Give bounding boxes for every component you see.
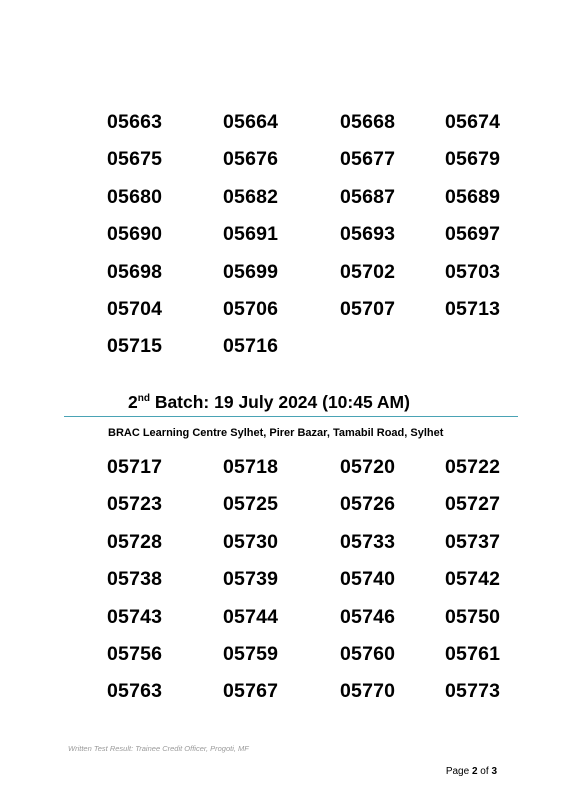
roll-number-row bbox=[0, 185, 566, 222]
roll-number: 05689 bbox=[445, 185, 501, 208]
batch-ordinal: 2 bbox=[128, 392, 138, 412]
roll-number: 05680 bbox=[107, 185, 163, 208]
roll-number-row bbox=[0, 530, 566, 567]
footer-note: Written Test Result: Trainee Credit Officer, Progoti, MF bbox=[68, 744, 249, 753]
roll-number-row bbox=[0, 492, 566, 529]
roll-number: 05739 bbox=[223, 568, 279, 591]
roll-number: 05770 bbox=[340, 680, 396, 703]
roll-number-row bbox=[0, 260, 566, 297]
roll-number: 05697 bbox=[445, 223, 501, 246]
roll-number: 05704 bbox=[107, 297, 163, 320]
roll-number-row bbox=[0, 567, 566, 604]
roll-number: 05682 bbox=[223, 185, 279, 208]
batch-venue: BRAC Learning Centre Sylhet, Pirer Bazar, Tamabil Road, Sylhet bbox=[108, 427, 444, 439]
batch-title: Batch: 19 July 2024 (10:45 AM) bbox=[149, 392, 410, 412]
roll-number: 05699 bbox=[223, 260, 279, 283]
roll-number: 05740 bbox=[340, 568, 396, 591]
roll-number: 05738 bbox=[107, 568, 163, 591]
roll-number: 05756 bbox=[107, 642, 163, 665]
roll-number: 05761 bbox=[445, 642, 501, 665]
roll-number-row bbox=[0, 297, 566, 334]
roll-number: 05737 bbox=[445, 530, 501, 553]
roll-number: 05726 bbox=[340, 493, 396, 516]
roll-number: 05730 bbox=[223, 530, 279, 553]
roll-number: 05691 bbox=[223, 223, 279, 246]
roll-number: 05759 bbox=[223, 642, 279, 665]
roll-number-row bbox=[0, 110, 566, 147]
page-current: 2 bbox=[471, 766, 478, 777]
roll-number: 05707 bbox=[340, 297, 396, 320]
roll-number-grid-batch-1 bbox=[0, 110, 566, 372]
roll-number: 05744 bbox=[223, 605, 279, 628]
roll-number: 05679 bbox=[445, 148, 501, 171]
roll-number: 05746 bbox=[340, 605, 396, 628]
batch-ordinal-suffix: nd bbox=[137, 393, 150, 404]
roll-number: 05675 bbox=[107, 148, 163, 171]
roll-number: 05668 bbox=[340, 111, 396, 133]
roll-number: 05773 bbox=[445, 680, 501, 703]
roll-number: 05742 bbox=[445, 568, 501, 591]
roll-number: 05690 bbox=[107, 223, 163, 246]
roll-number: 05706 bbox=[223, 297, 279, 320]
roll-number: 05717 bbox=[107, 456, 163, 478]
roll-number-row bbox=[0, 334, 566, 371]
roll-number: 05767 bbox=[223, 680, 279, 703]
page-total: 3 bbox=[491, 766, 497, 777]
roll-number: 05663 bbox=[107, 111, 163, 133]
page-prefix: Page bbox=[445, 766, 472, 777]
roll-number: 05664 bbox=[223, 111, 279, 133]
batch-heading-rule bbox=[64, 416, 518, 417]
roll-number: 05750 bbox=[445, 605, 501, 628]
roll-number-row bbox=[0, 455, 566, 492]
roll-number: 05763 bbox=[107, 680, 163, 703]
batch-heading bbox=[128, 390, 410, 414]
roll-number: 05715 bbox=[107, 335, 163, 358]
roll-number: 05702 bbox=[340, 260, 396, 283]
roll-number: 05723 bbox=[107, 493, 163, 516]
roll-number: 05674 bbox=[445, 111, 501, 133]
roll-number: 05698 bbox=[107, 260, 163, 283]
roll-number-row bbox=[0, 222, 566, 259]
roll-number: 05713 bbox=[445, 297, 501, 320]
page-of: of bbox=[477, 766, 492, 777]
roll-number: 05728 bbox=[107, 530, 163, 553]
roll-number: 05720 bbox=[340, 456, 396, 478]
roll-number: 05727 bbox=[445, 493, 501, 516]
roll-number: 05743 bbox=[107, 605, 163, 628]
roll-number: 05733 bbox=[340, 530, 396, 553]
page-number bbox=[446, 766, 497, 777]
roll-number: 05676 bbox=[223, 148, 279, 171]
roll-number: 05716 bbox=[223, 335, 279, 358]
roll-number: 05760 bbox=[340, 642, 396, 665]
roll-number-row bbox=[0, 605, 566, 642]
roll-number: 05687 bbox=[340, 185, 396, 208]
roll-number: 05677 bbox=[340, 148, 396, 171]
roll-number-row bbox=[0, 679, 566, 716]
roll-number-grid-batch-2 bbox=[0, 455, 566, 717]
roll-number-row bbox=[0, 642, 566, 679]
roll-number-row bbox=[0, 147, 566, 184]
roll-number: 05703 bbox=[445, 260, 501, 283]
roll-number: 05722 bbox=[445, 456, 501, 478]
roll-number: 05725 bbox=[223, 493, 279, 516]
roll-number: 05693 bbox=[340, 223, 396, 246]
roll-number: 05718 bbox=[223, 456, 279, 478]
